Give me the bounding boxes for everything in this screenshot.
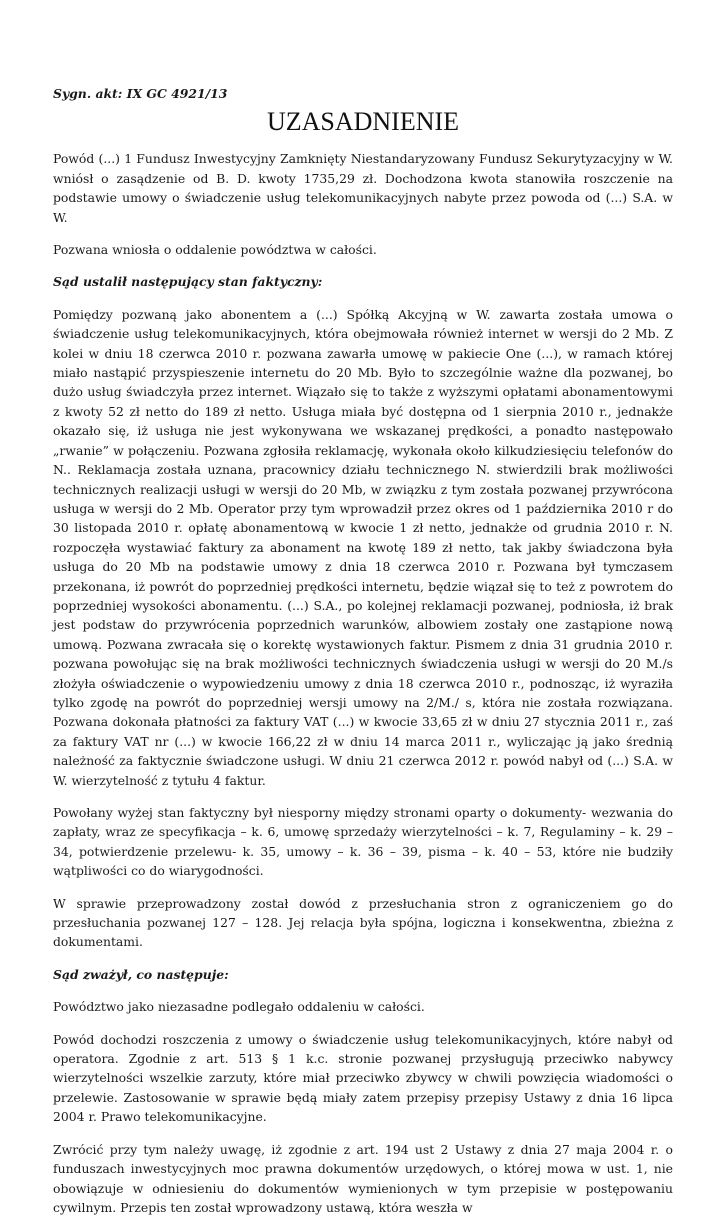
paragraph-dismissal: Powództwo jako niezasadne podlegało oddaleniu w całości.	[53, 999, 425, 1015]
heading-considerations: Sąd zważył, co następuje:	[53, 966, 229, 982]
heading-facts: Sąd ustalił następujący stan faktyczny:	[53, 274, 323, 290]
document-title: UZASADNIENIE	[266, 107, 460, 137]
paragraph-claim: Powód (...) 1 Fundusz Inwestycyjny Zamknięty Niestandaryzowany Fundusz Sekurytyzacyjny w W. wniósł o zasądzenie od B. D. kwoty 1735,29 zł. Dochodzona kwota stanowiła roszczenie na podstawie umowy o świadczenie usług telekomunikacyjnych nabyte przez powoda od (...) S.A. w W.	[53, 151, 673, 225]
paragraph-legal-basis: Powód dochodzi roszczenia z umowy o świadczenie usług telekomunikacyjnych, które nabył od operatora. Zgodnie z art. 513 § 1 k.c. stronie pozwanej przysługują przeciwko nabywcy wierzytelności wszelkie zarzuty, które miał przeciwko zbywcy w chwili powzięcia wiadomości o przelewie. Zastosowanie w sprawie będą miały zatem przepisy przepisy Ustawy z dnia 16 lipca 2004 r. Prawo telekomunikacyjne.	[53, 1031, 673, 1125]
case-signature: Sygn. akt: IX GC 4921/13	[53, 86, 228, 101]
paragraph-evidence: Powołany wyżej stan faktyczny był niesporny między stronami oparty o dokumenty- wezwania do zapłaty, wraz ze specyfikacja – k. 6, umowę sprzedaży wierzytelności – k. 7, Regulaminy – k. 29 – 34, potwierdzenie przelewu- k. 35, umowy – k. 36 – 39, pisma – k. 40 – 53, które nie budziły wątpliwości co do wiarygodności.	[53, 805, 673, 879]
paragraph-facts: Pomiędzy pozwaną jako abonentem a (...) Spółką Akcyjną w W. zawarta została umowa o świadczenie usług telekomunikacyjnych, która obejmowała również internet w wersji do 2 Mb. Z kolei w dniu 18 czerwca 2010 r. pozwana zawarła umowę w pakiecie One (...), w ramach której miało nastąpić przyspieszenie internetu do 20 Mb. Było to szczególnie ważne dla pozwanej, bo dużo usług świadczyła przez internet. Wiązało się to także z wyższymi opłatami abonamentowymi z kwoty 52 zł netto do 189 zł netto. Usługa miała być dostępna od 1 sierpnia 2010 r., jednakże okazało się, iż usługa nie jest wykonywana we wskazanej prędkości, a ponadto następowało „rwanie” w połączeniu. Pozwana zgłosiła reklamację, wykonała około kilkudziesięciu telefonów do N.. Reklamacja została uznana, pracownicy działu technicznego N. stwierdzili brak możliwości technicznych realizacji usługi w wersji do 20 Mb, w związku z tym została pozwanej przywrócona usługa w wersji do 2 Mb. Operator przy tym wprowadził przez okres od 1 października 2010 r do 30 listopada 2010 r. opłatę abonamentową w kwocie 1 zł netto, jednakże od grudnia 2010 r. N. rozpoczęła wystawiać faktury za abonament na kwotę 189 zł netto, tak jakby świadczona była usługa do 20 Mb na podstawie umowy z dnia 18 czerwca 2010 r. Pozwana był tymczasem przekonana, iż powrót do poprzedniej prędkości internetu, będzie wiązał się to też z powrotem do poprzedniej wysokości abonamentu. (...) S.A., po kolejnej reklamacji pozwanej, podniosła, iż brak jest podstaw do przywrócenia poprzednich warunków, albowiem zostały one zastąpione nową umową. Pozwana zwracała się o korektę wystawionych faktur. Pismem z dnia 31 grudnia 2010 r. pozwana powołując się na brak możliwości technicznych świadczenia usługi w wersji do 20 M./s złożyła oświadczenie o wypowiedzeniu umowy z dnia 18 czerwca 2010 r., podnosząc, iż wyraziła tylko zgodę na powrót do poprzedniej wersji umowy na 2/M./ s, która nie została rozwiązana. Pozwana dokonała płatności za faktury VAT (...) w kwocie 33,65 zł w dniu 27 stycznia 2011 r., zaś za faktury VAT nr (...) w kwocie 166,22 zł w dniu 14 marca 2011 r., wyliczając ją jako średnią należność za faktycznie świadczone usługi. W dniu 21 czerwca 2012 r. powód nabył od (...) S.A. w W. wierzytelność z tytułu 4 faktur.	[53, 306, 673, 788]
paragraph-investment-funds: Zwrócić przy tym należy uwagę, iż zgodnie z art. 194 ust 2 Ustawy z dnia 27 maja 2004 r. o funduszach inwestycyjnych moc prawna dokumentów urzędowych, o której mowa w ust. 1, nie obowiązuje w odniesieniu do dokumentów wymienionych w tym przepisie w postępowaniu cywilnym. Przepis ten został wprowadzony ustawą, która weszła w	[53, 1141, 673, 1215]
paragraph-hearing: W sprawie przeprowadzony został dowód z przesłuchania stron z ograniczeniem go do przesłuchania pozwanej 127 – 128. Jej relacja była spójna, logiczna i konsekwentna, zbieżna z dokumentami.	[53, 895, 673, 950]
paragraph-defendant-motion: Pozwana wniosła o oddalenie powództwa w całości.	[53, 242, 377, 258]
document-page	[53, 84, 673, 1230]
